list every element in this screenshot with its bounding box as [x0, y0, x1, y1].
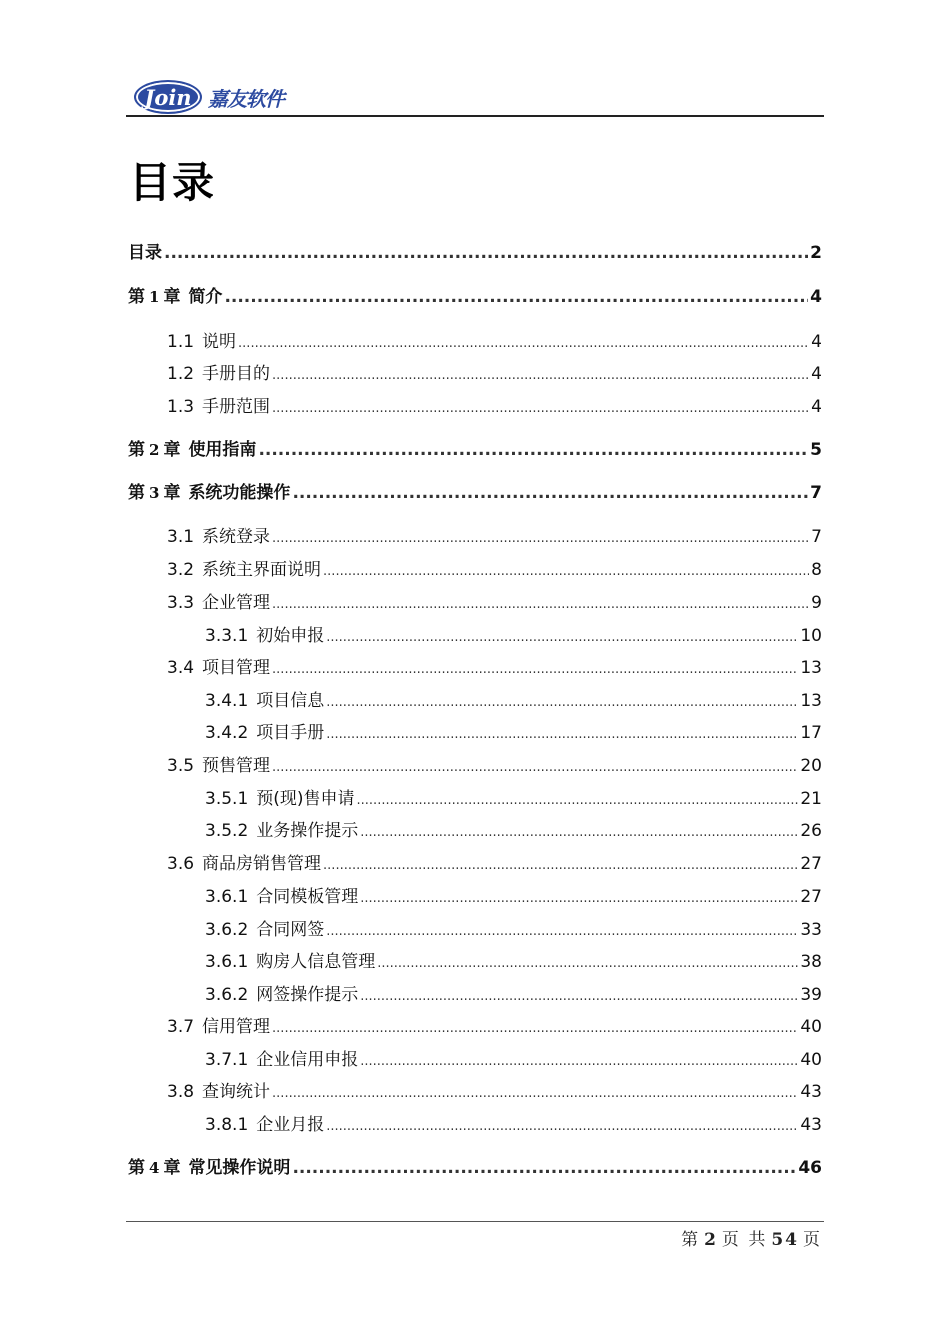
toc-entry[interactable]	[205, 947, 822, 972]
toc-entry-label	[205, 784, 355, 809]
dot-leader	[258, 440, 808, 460]
chapter-suffix: 章	[163, 483, 181, 503]
page-footer	[681, 1225, 822, 1250]
dot-leader	[326, 1119, 798, 1134]
toc-entry-title: 预(现)售申请	[256, 789, 355, 809]
toc-entry-title: 项目信息	[256, 691, 325, 711]
section-number: 3.6.1	[205, 887, 249, 907]
toc-entry-page: 7	[810, 483, 822, 503]
toc-entry-label	[167, 392, 270, 417]
toc-entry[interactable]	[205, 621, 822, 646]
dot-leader	[360, 825, 798, 840]
toc-entry-title: 系统主界面说明	[202, 560, 322, 580]
dot-leader	[272, 1086, 798, 1101]
toc-entry-title: 购房人信息管理	[256, 952, 376, 972]
section-number: 3.5.1	[205, 789, 249, 809]
toc-entry-page: 20	[800, 756, 822, 776]
dot-leader	[357, 793, 799, 808]
toc-entry-title: 预售管理	[202, 756, 271, 776]
dot-leader	[272, 597, 809, 612]
dot-leader	[292, 1158, 796, 1178]
toc-entry-label	[205, 882, 358, 907]
toc-entry[interactable]	[128, 238, 822, 263]
toc-entry-label	[167, 849, 321, 874]
toc-entry-page: 13	[800, 691, 822, 711]
toc-entry-page: 13	[800, 658, 822, 678]
toc-entry[interactable]	[128, 282, 822, 307]
toc-entry-page: 38	[800, 952, 822, 972]
toc-entry-page: 4	[811, 397, 822, 417]
chapter-suffix: 章	[163, 440, 181, 460]
toc-entry[interactable]	[167, 1077, 822, 1102]
footer-current-page: 2	[704, 1230, 718, 1250]
toc-entry[interactable]	[167, 751, 822, 776]
section-number: 3.5	[167, 756, 195, 776]
section-number: 3.2	[167, 560, 195, 580]
toc-entry[interactable]	[128, 435, 822, 460]
section-number: 3.3	[167, 593, 195, 613]
toc-entry-page: 46	[798, 1158, 822, 1178]
toc-entry-page: 8	[811, 560, 822, 580]
toc-entry[interactable]	[167, 1012, 822, 1037]
page-header	[126, 78, 824, 118]
toc-entry-page: 4	[811, 364, 822, 384]
dot-leader	[360, 989, 798, 1004]
toc-entry-title: 商品房销售管理	[202, 854, 322, 874]
toc-entry-page: 4	[811, 332, 822, 352]
section-number: 3.6.1	[205, 952, 249, 972]
dot-leader	[323, 858, 798, 873]
section-number: 3.5.2	[205, 821, 249, 841]
toc-entry-title: 网签操作提示	[256, 985, 359, 1005]
toc-entry-label	[128, 1153, 290, 1178]
toc-entry-title: 合同网签	[256, 920, 325, 940]
section-number: 3.4.1	[205, 691, 249, 711]
toc-entry-title: 项目管理	[202, 658, 271, 678]
toc-entry-title: 手册范围	[202, 397, 271, 417]
toc-entry[interactable]	[167, 327, 822, 352]
toc-entry[interactable]	[205, 686, 822, 711]
toc-entry[interactable]	[205, 980, 822, 1005]
dot-leader	[377, 956, 798, 971]
footer-prefix: 第	[681, 1230, 701, 1250]
toc-entry-title: 信用管理	[202, 1017, 271, 1037]
chapter-suffix: 章	[163, 1158, 181, 1178]
dot-leader	[272, 368, 809, 383]
toc-entry-title: 合同模板管理	[256, 887, 359, 907]
dot-leader	[224, 287, 808, 307]
toc-entry-page: 5	[810, 440, 822, 460]
toc-entry-title: 企业信用申报	[256, 1050, 359, 1070]
toc-entry-page: 27	[800, 854, 822, 874]
section-number: 1.2	[167, 364, 195, 384]
footer-middle: 页 共	[721, 1230, 768, 1250]
footer-suffix: 页	[803, 1230, 822, 1250]
toc-entry-page: 9	[811, 593, 822, 613]
toc-entry-label	[128, 478, 290, 503]
chapter-prefix: 第	[128, 440, 145, 460]
toc-entry-title: 手册目的	[202, 364, 271, 384]
company-logo	[134, 80, 284, 114]
section-number: 3.1	[167, 527, 195, 547]
chapter-number: 4	[149, 1159, 160, 1177]
toc-entry-label	[167, 653, 270, 678]
toc-entry-page: 4	[810, 287, 822, 307]
toc-entry-label	[205, 1045, 358, 1070]
section-number: 3.4.2	[205, 723, 249, 743]
dot-leader	[238, 336, 809, 351]
toc-entry[interactable]	[205, 816, 822, 841]
chapter-number: 3	[149, 484, 160, 502]
toc-entry-label	[205, 1110, 324, 1135]
toc-entry-label	[205, 947, 375, 972]
page-title: 目录	[129, 158, 216, 207]
toc-entry-page: 27	[800, 887, 822, 907]
section-number: 3.6.2	[205, 985, 249, 1005]
toc-entry-page: 26	[800, 821, 822, 841]
chapter-number: 1	[149, 288, 160, 306]
toc-entry-title: 项目手册	[256, 723, 325, 743]
toc-entry[interactable]	[205, 1045, 822, 1070]
toc-entry[interactable]	[167, 522, 822, 547]
toc-entry-page: 39	[800, 985, 822, 1005]
toc-entry[interactable]	[205, 784, 822, 809]
toc-entry-title: 简介	[188, 287, 223, 307]
toc-entry[interactable]	[167, 359, 822, 384]
toc-entry-title: 查询统计	[202, 1082, 271, 1102]
section-number: 1.3	[167, 397, 195, 417]
chapter-prefix: 第	[128, 287, 145, 307]
toc-entry-title: 业务操作提示	[256, 821, 359, 841]
logo-mark: Join	[134, 80, 202, 114]
dot-leader	[272, 401, 809, 416]
dot-leader	[272, 1021, 798, 1036]
header-rule	[126, 115, 824, 117]
chapter-number: 2	[149, 441, 160, 459]
toc-entry-label	[167, 359, 270, 384]
toc-entry[interactable]	[205, 718, 822, 743]
toc-entry-label	[167, 1077, 270, 1102]
toc-entry-label	[205, 718, 324, 743]
toc-entry-title: 系统登录	[202, 527, 271, 547]
chapter-prefix: 第	[128, 483, 145, 503]
dot-leader	[272, 531, 809, 546]
toc-entry[interactable]	[205, 1110, 822, 1135]
toc-entry[interactable]	[167, 588, 822, 613]
section-number: 3.6	[167, 854, 195, 874]
section-number: 3.7.1	[205, 1050, 249, 1070]
section-number: 3.3.1	[205, 626, 249, 646]
toc-entry-title: 系统功能操作	[188, 483, 291, 503]
toc-entry[interactable]	[167, 653, 822, 678]
toc-entry-page: 40	[800, 1050, 822, 1070]
toc-entry-title: 企业管理	[202, 593, 271, 613]
chapter-prefix: 第	[128, 1158, 145, 1178]
section-number: 3.7	[167, 1017, 195, 1037]
toc-entry-page: 17	[800, 723, 822, 743]
footer-total-pages: 54	[771, 1230, 799, 1250]
toc-entry[interactable]	[128, 478, 822, 503]
toc-entry-label	[167, 588, 270, 613]
section-number: 3.8.1	[205, 1115, 249, 1135]
footer-rule	[126, 1221, 824, 1222]
toc-entry-title: 企业月报	[256, 1115, 325, 1135]
dot-leader	[326, 630, 798, 645]
toc-entry-label	[167, 1012, 270, 1037]
toc-entry[interactable]	[128, 1153, 822, 1178]
toc-entry-label	[167, 751, 270, 776]
dot-leader	[360, 891, 798, 906]
dot-leader	[272, 662, 798, 677]
dot-leader	[323, 564, 809, 579]
toc-entry-title: 目录	[128, 243, 162, 263]
toc-entry[interactable]	[205, 915, 822, 940]
dot-leader	[326, 727, 798, 742]
toc-entry-page: 21	[800, 789, 822, 809]
section-number: 1.1	[167, 332, 195, 352]
toc-entry-label	[205, 816, 358, 841]
dot-leader	[360, 1054, 798, 1069]
toc-entry-label	[205, 980, 358, 1005]
dot-leader	[326, 695, 798, 710]
toc-entry-label	[205, 915, 324, 940]
toc-entry-label	[167, 555, 321, 580]
toc-entry-label	[128, 435, 256, 460]
toc-entry[interactable]	[167, 849, 822, 874]
toc-entry-page: 33	[800, 920, 822, 940]
toc-entry-page: 40	[800, 1017, 822, 1037]
toc-entry-page: 10	[800, 626, 822, 646]
toc-entry-label	[167, 522, 270, 547]
toc-entry-page: 7	[811, 527, 822, 547]
toc-entry-label	[167, 327, 236, 352]
section-number: 3.6.2	[205, 920, 249, 940]
dot-leader	[272, 760, 798, 775]
toc-entry-label	[128, 282, 222, 307]
toc-entry-title: 使用指南	[188, 440, 257, 460]
dot-leader	[164, 243, 808, 263]
chapter-suffix: 章	[163, 287, 181, 307]
logo-text: 嘉友软件	[208, 86, 284, 111]
toc-entry-page: 2	[810, 243, 822, 263]
toc-entry[interactable]	[167, 555, 822, 580]
toc-entry[interactable]	[205, 882, 822, 907]
toc-entry-title: 初始申报	[256, 626, 325, 646]
dot-leader	[292, 483, 808, 503]
toc-entry-page: 43	[800, 1082, 822, 1102]
toc-entry-title: 说明	[202, 332, 237, 352]
section-number: 3.8	[167, 1082, 195, 1102]
toc-entry-label	[205, 686, 324, 711]
toc-entry-label	[205, 621, 324, 646]
dot-leader	[326, 924, 798, 939]
toc-entry-title: 常见操作说明	[188, 1158, 291, 1178]
section-number: 3.4	[167, 658, 195, 678]
toc-entry[interactable]	[167, 392, 822, 417]
toc-entry-page: 43	[800, 1115, 822, 1135]
toc-entry-label	[128, 238, 162, 263]
